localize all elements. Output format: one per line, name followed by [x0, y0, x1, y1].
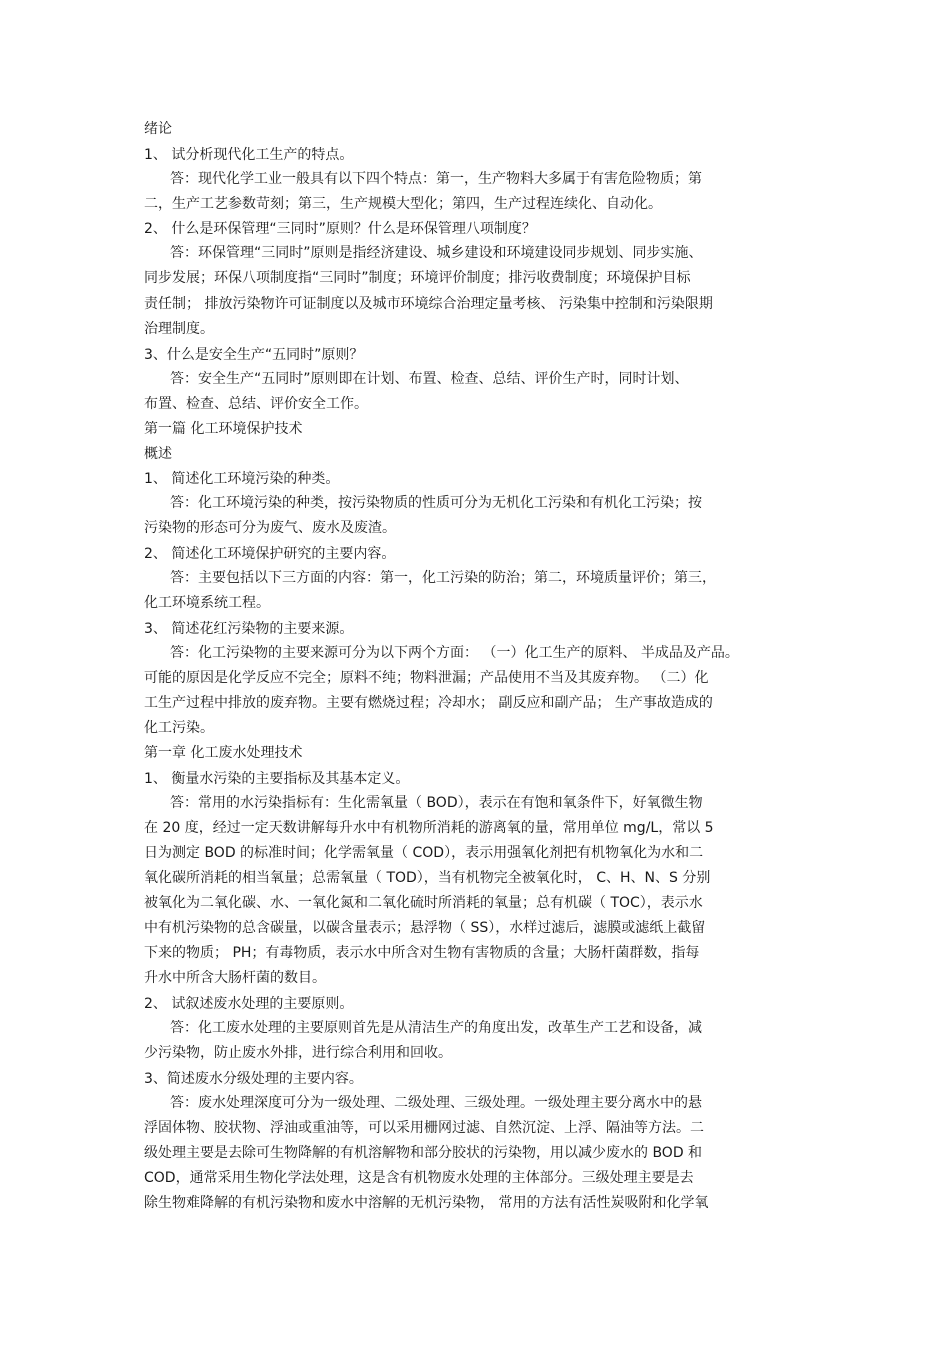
- answer-line: 答：化工污染物的主要来源可分为以下两个方面： （一）化工生产的原料、 半成品及产品。: [170, 645, 739, 661]
- answer-line: 化工污染。: [144, 720, 214, 736]
- heading-chapter-one: 第一章 化工废水处理技术: [144, 745, 303, 761]
- answer-line: 答：环保管理“三同时”原则是指经济建设、城乡建设和环境建设同步规划、同步实施、: [170, 245, 703, 261]
- answer-line: 可能的原因是化学反应不完全；原料不纯；物料泄漏；产品使用不当及其废弃物。 （二）化: [144, 670, 709, 686]
- answer-line: 升水中所含大肠杆菌的数目。: [144, 970, 326, 986]
- answer-line: COD，通常采用生物化学法处理，这是含有机物废水处理的主体部分。三级处理主要是去: [144, 1170, 694, 1186]
- answer-line: 答：化工环境污染的种类，按污染物质的性质可分为无机化工污染和有机化工污染；按: [170, 495, 702, 511]
- answer-line: 答：废水处理深度可分为一级处理、二级处理、三级处理。一级处理主要分离水中的悬: [170, 1095, 702, 1111]
- answer-line: 答：现代化学工业一般具有以下四个特点：第一，生产物料大多属于有害危险物质；第: [170, 171, 702, 187]
- answer-line: 答：化工废水处理的主要原则首先是从清洁生产的角度出发，改革生产工艺和设备，减: [170, 1020, 702, 1036]
- answer-line: 浮固体物、胶状物、浮油或重油等，可以采用栅网过滤、自然沉淀、上浮、隔油等方法。二: [144, 1120, 704, 1136]
- answer-line: 同步发展；环保八项制度指“三同时”制度；环境评价制度；排污收费制度；环境保护目标: [144, 270, 691, 286]
- answer-line: 布置、检查、总结、评价安全工作。: [144, 396, 368, 412]
- answer-line: 中有机污染物的总含碳量，以碳含量表示；悬浮物（ SS），水样过滤后，滤膜或滤纸上截留: [144, 920, 706, 936]
- question-line: 2、 试叙述废水处理的主要原则。: [144, 996, 354, 1012]
- heading-overview: 概述: [144, 446, 172, 462]
- question-line: 3、简述废水分级处理的主要内容。: [144, 1071, 363, 1087]
- answer-line: 二，生产工艺参数苛刻；第三，生产规模大型化；第四，生产过程连续化、自动化。: [144, 196, 662, 212]
- answer-line: 污染物的形态可分为废气、废水及废渣。: [144, 520, 396, 536]
- answer-line: 日为测定 BOD 的标准时间；化学需氧量（ COD），表示用强氧化剂把有机物氧化为水和二: [144, 845, 704, 861]
- answer-line: 下来的物质； PH；有毒物质，表示水中所含对生物有害物质的含量；大肠杆菌群数，指每: [144, 945, 700, 961]
- question-line: 3、 简述花红污染物的主要来源。: [144, 621, 354, 637]
- answer-line: 工生产过程中排放的废弃物。主要有燃烧过程；冷却水； 副反应和副产品； 生产事故造成的: [144, 695, 713, 711]
- answer-line: 责任制； 排放污染物许可证制度以及城市环境综合治理定量考核、 污染集中控制和污染限期: [144, 296, 713, 312]
- answer-line: 级处理主要是去除可生物降解的有机溶解物和部分胶状的污染物，用以减少废水的 BOD 和: [144, 1145, 703, 1161]
- question-line: 1、 试分析现代化工生产的特点。: [144, 147, 354, 163]
- heading-part-one: 第一篇 化工环境保护技术: [144, 421, 303, 437]
- question-line: 1、 简述化工环境污染的种类。: [144, 471, 340, 487]
- answer-line: 答：常用的水污染指标有：生化需氧量（ BOD），表示在有饱和氧条件下，好氧微生物: [170, 795, 703, 811]
- question-line: 3、什么是安全生产“五同时”原则？: [144, 347, 364, 363]
- answer-line: 氧化碳所消耗的相当氧量；总需氧量（ TOD），当有机物完全被氧化时， C、H、N、S 分别: [144, 870, 711, 886]
- heading-introduction: 绪论: [144, 121, 172, 137]
- answer-line: 在 20 度，经过一定天数讲解每升水中有机物所消耗的游离氧的量，常用单位 mg/L，常以 5: [144, 820, 714, 836]
- answer-line: 化工环境系统工程。: [144, 595, 270, 611]
- answer-line: 除生物难降解的有机污染物和废水中溶解的无机污染物， 常用的方法有活性炭吸附和化学氧: [144, 1195, 709, 1211]
- answer-line: 答：安全生产“五同时”原则即在计划、布置、检查、总结、评价生产时，同时计划、: [170, 371, 689, 387]
- question-line: 2、 什么是环保管理“三同时”原则？什么是环保管理八项制度？: [144, 221, 536, 237]
- answer-line: 被氧化为二氧化碳、水、一氧化氮和二氧化硫时所消耗的氧量；总有机碳（ TOC），表示水: [144, 895, 703, 911]
- answer-line: 治理制度。: [144, 321, 214, 337]
- question-line: 1、 衡量水污染的主要指标及其基本定义。: [144, 771, 410, 787]
- answer-line: 答：主要包括以下三方面的内容：第一，化工污染的防治；第二，环境质量评价；第三，: [170, 570, 716, 586]
- answer-line: 少污染物，防止废水外排，进行综合利用和回收。: [144, 1045, 452, 1061]
- question-line: 2、 简述化工环境保护研究的主要内容。: [144, 546, 396, 562]
